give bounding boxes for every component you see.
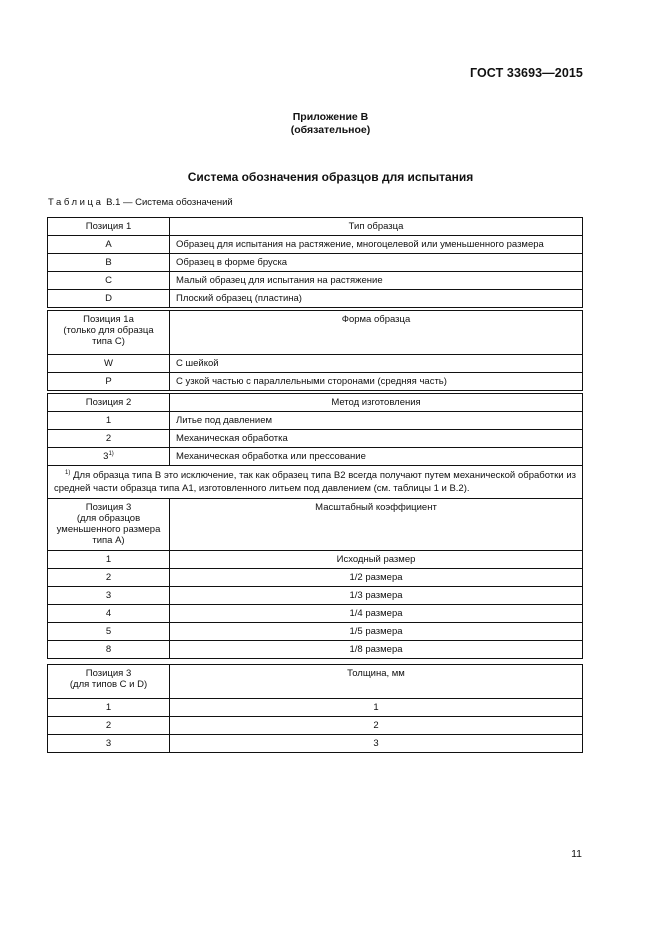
footnote-mark: 1) [65,470,71,476]
header-cell: Позиция 2 [48,394,170,412]
table-row [48,290,583,308]
table-caption-number: В.1 — Система обозначений [106,197,233,208]
table-row [48,373,583,391]
header-line: уменьшенного размера [56,524,161,535]
table-row [48,623,583,641]
code-cell [48,448,170,466]
code-cell: 4 [48,605,170,623]
footnote-text: Для образца типа В это исключение, так как образец типа В2 всегда получают путем механической обработки из средней части образца типа А1, изготовленного литьем под давлением (см. таблицы 1 и В.2). [54,470,577,494]
header-line: Позиция 3 [85,502,132,513]
code-cell: D [48,290,170,308]
table-row [48,430,583,448]
value-cell: 3 [170,735,583,753]
table-head-row [48,394,583,412]
header-line: (только для образца [63,325,154,336]
description-cell: Образец для испытания на растяжение, многоцелевой или уменьшенного размера [170,236,583,254]
header-cell [48,665,170,699]
table-row [48,605,583,623]
code-cell: 3 [48,735,170,753]
section-title: Система обозначения образцов для испытания [187,170,474,184]
value-cell: 1/8 размера [170,641,583,659]
value-cell: Исходный размер [170,551,583,569]
description-cell: Механическая обработка [170,430,583,448]
annex-title: Приложение В [292,111,369,123]
header-cell: Метод изготовления [170,394,583,412]
description-cell: Образец в форме бруска [170,254,583,272]
code-cell: 1 [48,551,170,569]
header-line: Позиция 1а [83,314,134,325]
table-position-3-scale [47,498,583,659]
header-cell: Форма образца [170,311,583,355]
header-cell: Толщина, мм [170,665,583,699]
table-row [48,236,583,254]
table-position-2 [47,393,583,499]
value-cell: 1 [170,699,583,717]
footnote-mark: 1) [108,451,114,457]
value-cell: 1/5 размера [170,623,583,641]
footnote-cell [48,466,583,499]
header-cell [48,499,170,551]
table-row [48,254,583,272]
table-caption [48,197,233,208]
value-cell: 1/3 размера [170,587,583,605]
table-row [48,587,583,605]
code-cell: 3 [48,587,170,605]
table-position-3-thickness [47,664,583,753]
table-caption-prefix: Таблица [48,197,104,208]
header-line: (для образцов [76,513,141,524]
table-head-row [48,218,583,236]
description-cell: Литье под давлением [170,412,583,430]
table-row [48,272,583,290]
description-cell: Малый образец для испытания на растяжение [170,272,583,290]
table-row [48,569,583,587]
value-cell: 1/4 размера [170,605,583,623]
header-line: (для типов С и D) [69,679,148,690]
annex-status: (обязательное) [290,124,371,136]
header-cell: Масштабный коэффициент [170,499,583,551]
code-cell: 5 [48,623,170,641]
code-cell: 2 [48,430,170,448]
page-number: 11 [571,848,582,860]
table-row [48,699,583,717]
value-cell: 1/2 размера [170,569,583,587]
code-cell: C [48,272,170,290]
table-row [48,448,583,466]
header-cell: Тип образца [170,218,583,236]
code-value: 3 [103,451,109,462]
document-number: ГОСТ 33693—2015 [469,66,583,80]
code-cell: 1 [48,412,170,430]
code-cell: 2 [48,569,170,587]
table-row [48,412,583,430]
annex-heading [0,111,661,137]
table-position-1a [47,310,583,391]
table-row [48,717,583,735]
description-cell: С узкой частью с параллельными сторонами (средняя часть) [170,373,583,391]
description-cell: Плоский образец (пластина) [170,290,583,308]
footnote-row [48,466,583,499]
table-row [48,551,583,569]
code-cell: 1 [48,699,170,717]
header-cell: Позиция 1 [48,218,170,236]
table-row [48,735,583,753]
table-head-row [48,499,583,551]
header-line: типа А) [92,535,125,546]
table-head-row [48,311,583,355]
value-cell: 2 [170,717,583,735]
header-cell [48,311,170,355]
table-head-row [48,665,583,699]
code-cell: B [48,254,170,272]
table-row [48,355,583,373]
header-line: типа С) [92,336,125,347]
table-row [48,641,583,659]
code-cell: W [48,355,170,373]
code-cell: P [48,373,170,391]
code-cell: 2 [48,717,170,735]
code-cell: A [48,236,170,254]
description-cell: С шейкой [170,355,583,373]
description-cell: Механическая обработка или прессование [170,448,583,466]
code-cell: 8 [48,641,170,659]
table-position-1 [47,217,583,308]
header-line: Позиция 3 [85,668,132,679]
